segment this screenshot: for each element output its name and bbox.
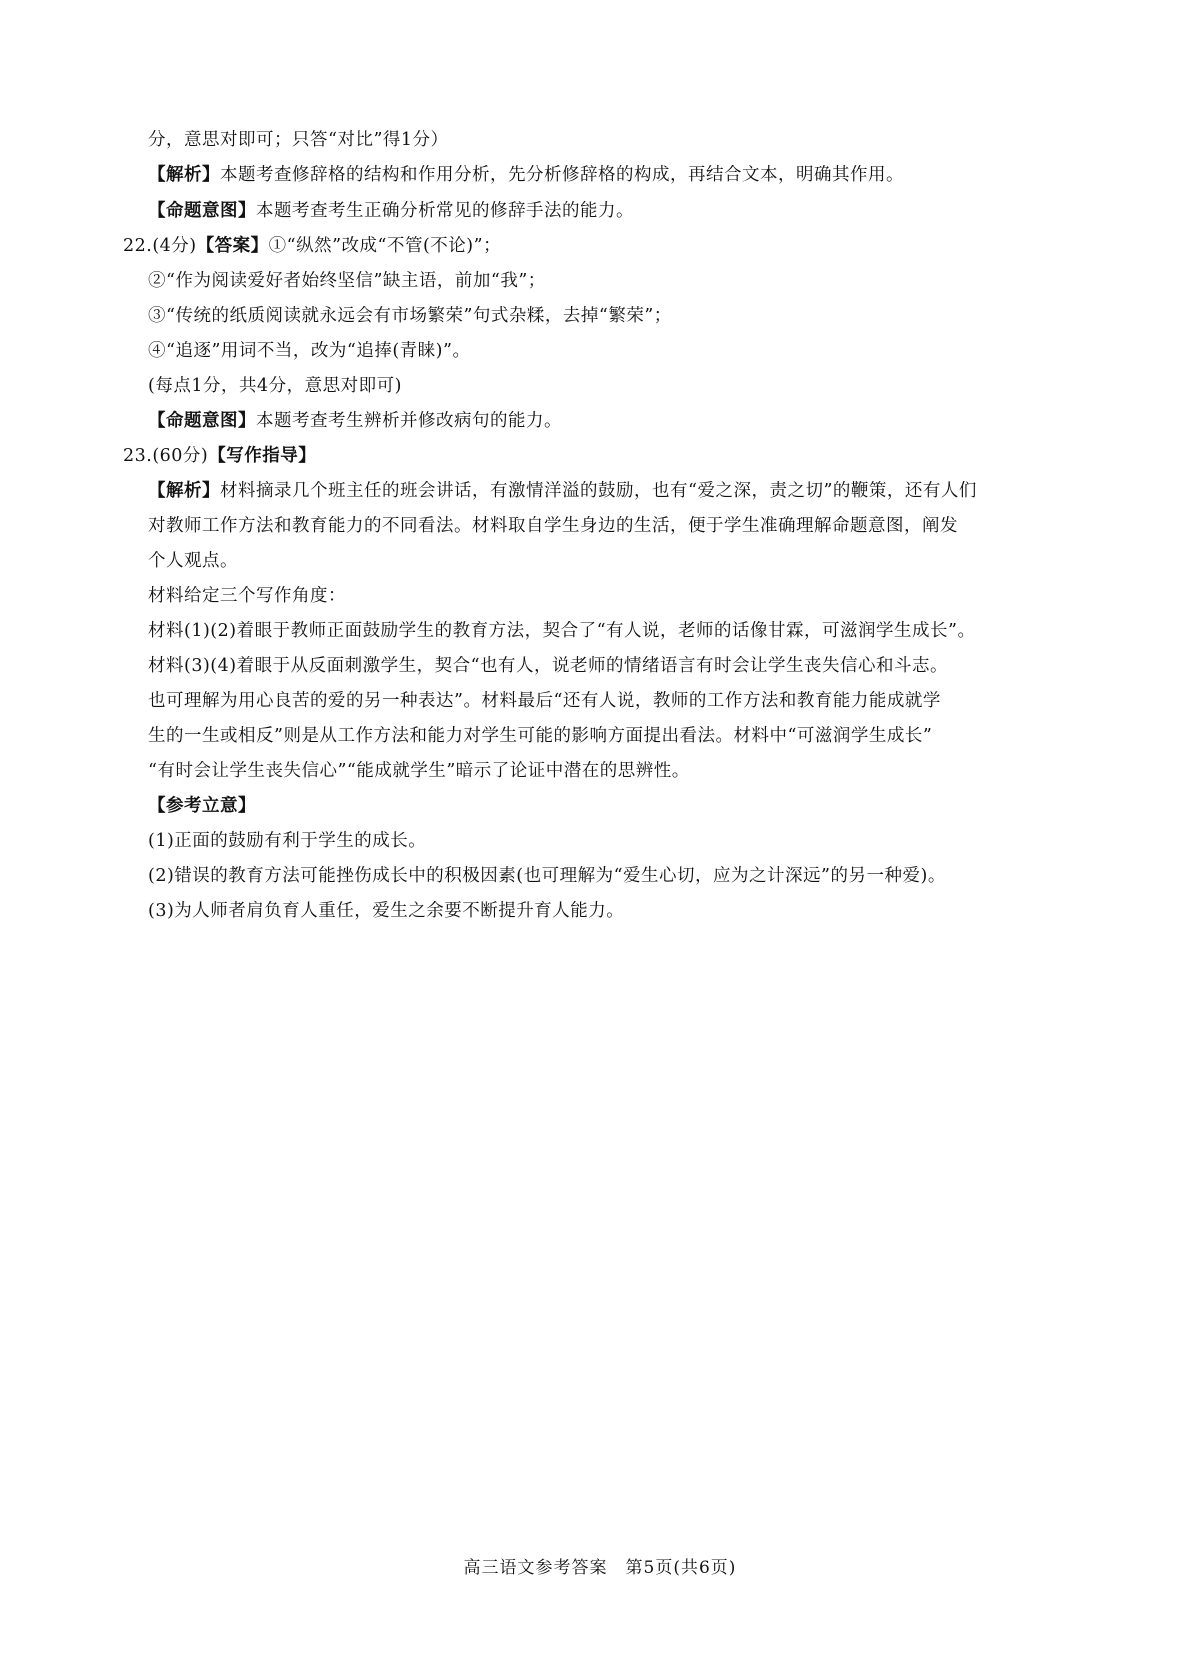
answer-tag: 【答案】 bbox=[196, 236, 269, 256]
text: ④“追逐”用词不当，改为“追捧(青睐)”。 bbox=[148, 341, 471, 361]
question-22-answer bbox=[123, 231, 501, 261]
text: 材料(3)(4)着眼于从反面刺激学生，契合“也有人，说老师的情绪语言有时会让学生丧失信心和斗志。 bbox=[148, 656, 949, 676]
text: “有时会让学生丧失信心”“能成就学生”暗示了论证中潜在的思辨性。 bbox=[148, 761, 690, 781]
intent-text: 本题考查考生辨析并修改病句的能力。 bbox=[256, 411, 562, 431]
text: (1)正面的鼓励有利于学生的成长。 bbox=[148, 831, 427, 851]
answer-22-scoring bbox=[148, 371, 402, 401]
answer-22-point-2 bbox=[148, 266, 546, 296]
text: 也可理解为用心良苦的爱的另一种表达”。材料最后“还有人说，教师的工作方法和教育能力能成就学 bbox=[148, 691, 941, 711]
theme-item-2 bbox=[148, 861, 946, 891]
analysis-tag: 【解析】 bbox=[148, 481, 220, 501]
paragraph-line bbox=[148, 651, 948, 681]
paragraph-line bbox=[148, 581, 346, 611]
intent-tag: 【命题意图】 bbox=[148, 411, 256, 431]
theme-item-1 bbox=[148, 826, 426, 856]
analysis-21 bbox=[148, 160, 904, 190]
analysis-text: 本题考查修辞格的结构和作用分析，先分析修辞格的构成，再结合文本，明确其作用。 bbox=[220, 165, 904, 185]
answer-22-point-3 bbox=[148, 301, 672, 331]
reference-theme-tag: 【参考立意】 bbox=[148, 796, 256, 816]
page-footer: 高三语文参考答案 第5页(共6页) bbox=[463, 1558, 737, 1578]
text: ②“作为阅读爱好者始终坚信”缺主语，前加“我”； bbox=[148, 271, 546, 291]
text: ③“传统的纸质阅读就永远会有市场繁荣”句式杂糅，去掉“繁荣”； bbox=[148, 306, 672, 326]
paragraph-line bbox=[148, 616, 975, 646]
paragraph-line bbox=[148, 546, 238, 576]
text: 个人观点。 bbox=[148, 551, 238, 571]
question-number: 23.(60分) bbox=[123, 446, 209, 466]
paragraph-line bbox=[148, 721, 932, 751]
text: 材料给定三个写作角度： bbox=[148, 586, 346, 606]
analysis-text: 材料摘录几个班主任的班会讲话，有激情洋溢的鼓励，也有“爱之深，责之切”的鞭策，还有人们 bbox=[220, 481, 977, 501]
reference-theme-header bbox=[148, 791, 256, 821]
text: 对教师工作方法和教育能力的不同看法。材料取自学生身边的生活，便于学生准确理解命题意图，阐发 bbox=[148, 516, 958, 536]
paragraph-line bbox=[148, 756, 690, 786]
intent-tag: 【命题意图】 bbox=[148, 201, 256, 221]
intent-text: 本题考查考生正确分析常见的修辞手法的能力。 bbox=[256, 201, 634, 221]
theme-item-3 bbox=[148, 896, 624, 926]
question-number: 22.(4分) bbox=[123, 236, 197, 256]
text: (3)为人师者肩负育人重任，爱生之余要不断提升育人能力。 bbox=[148, 901, 625, 921]
analysis-tag: 【解析】 bbox=[148, 165, 220, 185]
intent-21 bbox=[148, 196, 634, 226]
paragraph-line bbox=[148, 511, 958, 541]
answer-21-continuation bbox=[148, 125, 449, 155]
text: 分，意思对即可；只答“对比”得1分） bbox=[148, 130, 449, 150]
text: 材料(1)(2)着眼于教师正面鼓励学生的教育方法，契合了“有人说，老师的话像甘霖，可滋润学生成长”。 bbox=[148, 621, 976, 641]
paragraph-line bbox=[148, 686, 941, 716]
answer-text: ①“纵然”改成“不管(不论)”； bbox=[268, 236, 502, 256]
analysis-23 bbox=[148, 476, 977, 506]
answer-22-point-4 bbox=[148, 336, 470, 366]
writing-guide-tag: 【写作指导】 bbox=[208, 446, 317, 466]
question-23-header bbox=[123, 441, 316, 471]
intent-22 bbox=[148, 406, 562, 436]
text: (2)错误的教育方法可能挫伤成长中的积极因素(也可理解为“爱生心切，应为之计深远”的另一种爱)。 bbox=[148, 866, 946, 886]
text: (每点1分，共4分，意思对即可) bbox=[148, 376, 402, 396]
text: 生的一生或相反”则是从工作方法和能力对学生可能的影响方面提出看法。材料中“可滋润学生成长” bbox=[148, 726, 933, 746]
